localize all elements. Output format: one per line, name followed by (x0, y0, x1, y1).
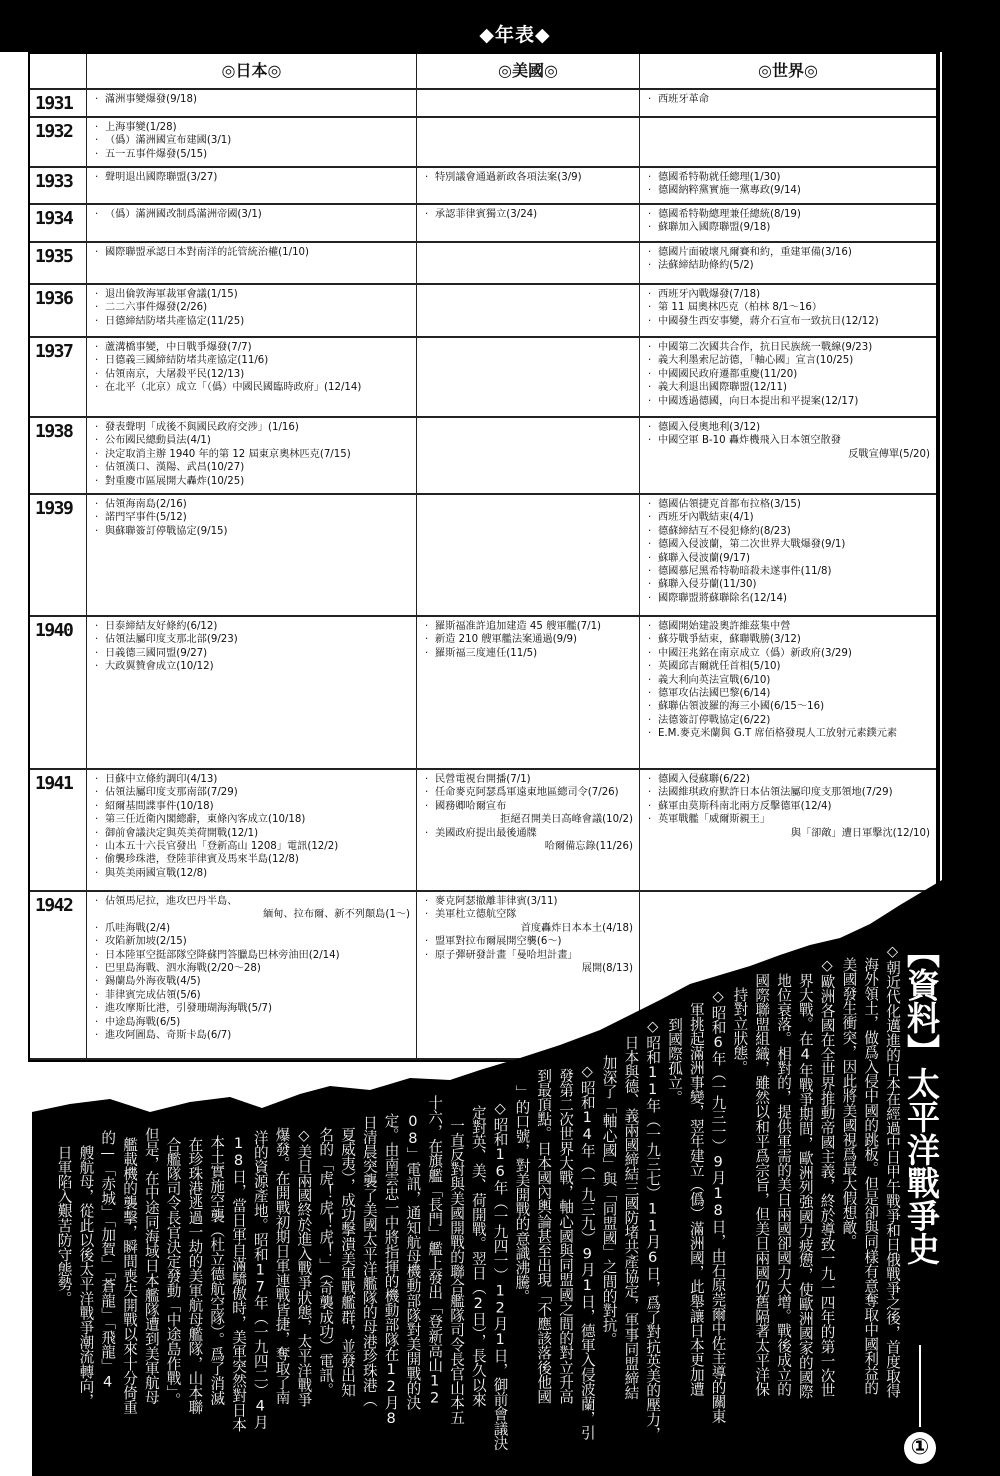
event-item: · 巴里島海戰、泗水海戰(2/20～28) (95, 962, 412, 975)
article-text-column: ◇昭和6年（一九三一）9月18日，由石原莞爾中佐主導的關東 (709, 988, 727, 1424)
event-item: · 中途島海戰(6/5) (95, 1016, 412, 1029)
event-item: · 日德締結防堵共產協定(11/25) (95, 315, 412, 328)
event-item: · 德國片面破壞凡爾賽和約，重建軍備(3/16) (648, 246, 932, 259)
event-item: · 決定取消主辦 1940 年的第 12 屆東京奧林匹克(7/15) (95, 448, 412, 461)
event-item: · 日泰締結友好條約(6/12) (95, 620, 412, 633)
year-label: 1933 (30, 168, 87, 203)
article-text-column: 艘航母，從此以後太平洋戰爭潮流轉向， (77, 1145, 95, 1408)
event-item: · 退出倫敦海軍裁軍會議(1/15) (95, 288, 412, 301)
event-item: · 德國希特勒總理兼任總統(8/19) (648, 208, 932, 221)
article-text-column: 洋的資源產地。昭和17年（一九四二）4月 (251, 1130, 269, 1430)
event-item: · 公布國民總動員法(4/1) (95, 434, 412, 447)
event-item: · 進攻摩斯比港，引發珊瑚海海戰(5/7) (95, 1002, 412, 1015)
article-text-column: ◇昭和14年（一九三九）9月1日，德軍入侵波蘭，引 (578, 1063, 596, 1440)
article-text-column: 日本與德、義兩國締結三國防堵共產協定，軍事同盟締結 (622, 1035, 640, 1400)
year-label: 1939 (30, 495, 87, 615)
event-item: · 西班牙內戰爆發(7/18) (648, 288, 932, 301)
event-item: · 日德義三國締結防堵共產協定(11/6) (95, 354, 412, 367)
event-item: · 德軍攻佔法國巴黎(6/14) (648, 687, 932, 700)
article-text-column: ◇美日兩國終於進入戰爭狀態，太平洋戰爭 (295, 1127, 313, 1407)
event-item: · 承認菲律賓獨立(3/24) (425, 208, 635, 221)
year-label: 1936 (30, 285, 87, 336)
event-item: · 諾門罕事件(5/12) (95, 511, 412, 524)
event-item: · 佔領法屬印度支那南部(7/29) (95, 786, 412, 799)
event-item: · （僞）滿洲國宣布建國(3/1) (95, 134, 412, 147)
article-text-column: 但是，在中途同海域日本艦隊遭到美軍航母 (142, 1127, 160, 1405)
article-text-column: 本土實施空襲（杜立德航空隊）。爲了消滅 (208, 1135, 226, 1406)
event-item: · E.M.麥克米蘭與 G.T 席佰格發現人工放射元素鏷元素 (648, 727, 932, 740)
event-item-continuation: 反戰宣傳單(5/20) (848, 448, 930, 460)
article-text-column: 定。由南雲忠一中將指揮的機動部隊在12月8 (382, 1113, 400, 1427)
page-title: ◆年表◆ (479, 24, 551, 46)
event-item: · 國務卿哈爾宣布 (425, 800, 635, 813)
event-item: · 任命麥克阿瑟爲軍遠東地區總司令(7/26) (425, 786, 635, 799)
event-item: · 中國透過德國，向日本提出和平提案(12/17) (648, 395, 932, 408)
event-item: · 五一五事件爆發(5/15) (95, 148, 412, 161)
year-label: 1940 (30, 617, 87, 768)
event-item: · 德國希特勒就任總理(1/30) (648, 171, 932, 184)
header-usa: ◎美國◎ (417, 54, 640, 88)
event-item: · 盟軍對拉布爾展開空襲(6～) (425, 935, 635, 948)
event-item: · 中國第二次國共合作，抗日民族統一戰線(9/23) (648, 341, 932, 354)
event-item: · 義大利墨索尼訪德，「軸心國」宣言(10/25) (648, 354, 932, 367)
article-text-column: 合艦隊司令長官決定發動「中途島作戰」。 (164, 1137, 182, 1408)
article-text-column: 日清晨突襲了美國太平洋艦隊的母港珍珠港（ (360, 1115, 378, 1407)
event-item: · 蘇軍由莫斯科南北兩方反擊德軍(12/4) (648, 800, 932, 813)
event-item: · 御前會議決定與英美荷開戰(12/1) (95, 827, 412, 840)
article-text-column: 界大戰。在4年戰爭期間，歐洲列強國力疲憊，使歐洲國家的國際 (796, 973, 814, 1399)
event-item: · 錫蘭島外海夜戰(4/5) (95, 975, 412, 988)
article-text-column: 到國際孤立。 (666, 1017, 683, 1105)
article-text-column: 定對英、美、荷開戰。翌日（2日），長久以來 (469, 1105, 487, 1407)
article-text-column: 到最頂點。日本國內輿論甚至出現「不應該落後他國 (535, 1068, 553, 1404)
event-item: · 國際聯盟承認日本對南洋的託管統治權(1/10) (95, 246, 412, 259)
event-item: · 日蘇中立條約調印(4/13) (95, 773, 412, 786)
event-item: · 山本五十六長官發出「登新高山 1208」電訊(12/2) (95, 840, 412, 853)
article-text-column: 夏威夷），成功擊潰美軍戰艦群，並發出知 (339, 1127, 356, 1398)
article-text-column: 名的「虎！虎！虎！」（奇襲成功）電訊。 (317, 1127, 335, 1398)
event-item: · 國際聯盟將蘇聯除名(12/14) (648, 592, 932, 605)
event-item: · 法德簽訂停戰協定(6/22) (648, 714, 932, 727)
event-item-continuation: 展開(8/13) (581, 963, 633, 975)
event-item: · 西班牙革命 (648, 93, 932, 106)
event-item: · 發表聲明「成後不與國民政府交涉」(1/16) (95, 421, 412, 434)
article-text-column: ◇朝近代化邁進的日本在經過中日甲午戰爭和日俄戰爭之後，首度取得 (884, 943, 901, 1398)
article-text-column: 在珍珠港逃過一劫的美軍航母艦隊，山本聯 (186, 1137, 204, 1415)
event-item: · 中國發生西安事變，蔣介石宣布一致抗日(12/12) (648, 315, 932, 328)
event-item: · 偷襲珍珠港，登陸菲律賓及馬來半島(12/8) (95, 853, 412, 866)
event-item: · 美國政府提出最後通牒 (425, 827, 635, 840)
event-item: · 佔領南京，大屠殺平民(12/13) (95, 368, 412, 381)
article-text-column: ◇昭和16年（一九四一）12月1日，御前會議決 (491, 1100, 509, 1451)
event-item: · 法蘇締結助條約(5/2) (648, 259, 932, 272)
event-item: · 大政翼贊會成立(10/12) (95, 660, 412, 673)
event-item: · 西班牙內戰結束(4/1) (648, 511, 932, 524)
event-item: · 在北平（北京）成立「（僞）中國民國臨時政府」(12/14) (95, 381, 412, 394)
article-text-column: 地位衰落。相對的，提供軍需的美日兩國卻國力大增。戰後成立的 (775, 973, 792, 1397)
event-item: · 蘇聯佔領波羅的海三小國(6/15～16) (648, 700, 932, 713)
article-title: 【資料】太平洋戰爭史 (902, 935, 941, 1265)
year-label: 1938 (30, 418, 87, 493)
event-item: · 羅斯福三度連任(11/5) (425, 647, 635, 660)
event-item: · 法國維琪政府默許日本佔領法屬印度支那領地(7/29) (648, 786, 932, 799)
event-item: · 特別議會通過新政各項法案(3/9) (425, 171, 635, 184)
event-item: · 德國開始建設奧許維茲集中營 (648, 620, 932, 633)
event-item: · 日本陸軍空挺部隊空降蘇門答臘島巴林旁油田(2/14) (95, 949, 412, 962)
event-item: · 德國納粹黨實施一黨專政(9/14) (648, 184, 932, 197)
event-item: · 德蘇締結互不侵犯條約(8/23) (648, 525, 932, 538)
event-item: · 第三任近衛內閣總辭，東條內客成立(10/18) (95, 813, 412, 826)
event-item: · 德國入侵蘇聯(6/22) (648, 773, 932, 786)
year-label: 1941 (30, 770, 87, 890)
article-text-column: 海外領土，做爲入侵中國的跳板。但是卻與同樣有意奪取中國利益的 (862, 957, 880, 1395)
article-text-column: 持對立狀態。 (731, 987, 749, 1075)
event-item: · 與英美兩國宣戰(12/8) (95, 867, 412, 880)
event-item: · 德國入侵波蘭，第二次世界大戰爆發(9/1) (648, 538, 932, 551)
header-japan: ◎日本◎ (87, 54, 417, 88)
event-item: · 二二六事件爆發(2/26) (95, 301, 412, 314)
article-text-column: ◇歐洲各國在全世界推動帝國主義，終於導致一九一四年的第一次世 (818, 957, 836, 1398)
event-item: · 德國慕尼黑希特勒暗殺未遂事件(11/8) (648, 565, 932, 578)
event-item: · 爪哇海戰(2/4) (95, 922, 412, 935)
event-item: · 蘇聯入侵芬蘭(11/30) (648, 578, 932, 591)
year-label: 1934 (30, 205, 87, 241)
event-item: · 新造 210 艘軍艦法案通過(9/9) (425, 633, 635, 646)
event-item: · 上海事變(1/28) (95, 121, 412, 134)
article-text-column: 國際聯盟組織，雖然以和平爲宗旨，但美日兩國仍舊隔著太平洋保 (753, 973, 771, 1397)
event-item: · 滿洲事變爆發(9/18) (95, 93, 412, 106)
event-item: · 對重慶市區展開大轟炸(10/25) (95, 475, 412, 488)
event-item: · 進攻阿圖島、奇斯卡島(6/7) (95, 1029, 412, 1042)
event-item: · 菲律賓完成佔領(5/6) (95, 989, 412, 1002)
year-label: 1932 (30, 118, 87, 166)
event-item: · 義大利向英法宣戰(6/10) (648, 674, 932, 687)
event-item: · 與蘇聯簽訂停戰協定(9/15) (95, 525, 412, 538)
event-item: · 民營電視台開播(7/1) (425, 773, 635, 786)
event-item: · 佔領馬尼拉，進攻巴丹半島、 (95, 895, 412, 908)
event-item: · 佔領海南島(2/16) (95, 498, 412, 511)
event-item: · 佔領法屬印度支那北部(9/23) (95, 633, 412, 646)
event-item: · 原子彈研發計畫「曼哈坦計畫」 (425, 949, 635, 962)
event-item: · 德國入侵奧地利(3/12) (648, 421, 932, 434)
year-label: 1931 (30, 90, 87, 116)
title-rule (919, 1345, 921, 1427)
article-text-column: 軍挑起滿洲事變，翌年建立（僞）滿洲國，此舉讓日本更加遭 (687, 1002, 705, 1397)
year-label: 1937 (30, 338, 87, 416)
event-item: · 蘇聯入侵波蘭(9/17) (648, 552, 932, 565)
event-item: · 中國汪兆銘在南京成立（僞）新政府(3/29) (648, 647, 932, 660)
event-item-continuation: 哈爾備忘錄(11/26) (544, 841, 633, 853)
event-item: · 攻陷新加坡(2/15) (95, 935, 412, 948)
header-world: ◎世界◎ (758, 61, 818, 80)
year-label: 1942 (30, 892, 87, 1058)
event-item: · 中國空軍 B-10 轟炸機飛入日本領空散發 (648, 434, 932, 447)
event-item: · 蘇芬戰爭結束，蘇聯戰勝(3/12) (648, 633, 932, 646)
event-item: · 美軍杜立德航空隊 (425, 908, 635, 921)
event-item: · 紹爾基間諜事件(10/18) (95, 800, 412, 813)
article-text-column: 爆發。在開戰初期日軍連戰皆捷，奪取了南 (273, 1127, 291, 1405)
event-item: · 佔領漢口、漢陽、武昌(10/27) (95, 461, 412, 474)
event-item-continuation: 緬甸、拉布爾、新不列顛島(1～) (263, 909, 410, 921)
event-item: · 蘆溝橋事變，中日戰爭爆發(7/7) (95, 341, 412, 354)
article-text-column: 」的口號，對美開戰的意識沸騰。 (513, 1085, 531, 1304)
event-item: · 英軍戰艦「威爾斯親王」 (648, 813, 932, 826)
event-item: · 第 11 屆奧林匹克（柏林 8/1～16） (648, 301, 932, 314)
article-text-column: 美國發生衝突，因此將美國視爲最大假想敵。 (840, 957, 858, 1249)
event-item: · 麥克阿瑟撤離菲律賓(3/11) (425, 895, 635, 908)
event-item-continuation: 拒絕召開美日高峰會議(10/2) (500, 814, 633, 826)
article-text-column: 18日，當日軍自滿驕傲時，美軍突然對日本 (230, 1135, 247, 1432)
event-item: · 蘇聯加入國際聯盟(9/18) (648, 221, 932, 234)
event-item: · 羅斯福准許追加建造 45 艘軍艦(7/1) (425, 620, 635, 633)
article-text-column: 發第二次世界大戰，軸心國與同盟國之間的對立升高 (557, 1068, 574, 1404)
article-text-column: 加深了「軸心國」與「同盟國」之間的對抗。 (600, 1055, 618, 1347)
event-item: · 英國邱吉爾就任首相(5/10) (648, 660, 932, 673)
event-item: · 德國佔領捷克首都布拉格(3/15) (648, 498, 932, 511)
year-label: 1935 (30, 243, 87, 283)
article-text-column: 08」電訊，通知航母機動部隊對美開戰的決 (404, 1113, 422, 1410)
event-item-continuation: 與「卻敵」遭日軍擊沈(12/10) (790, 827, 930, 839)
article-text-column: 一直反對與美國開戰的聯合艦隊司令長官山本五 (448, 1118, 465, 1425)
event-item: · 中國國民政府遷都重慶(11/20) (648, 368, 932, 381)
article-text-column: 艦載機的襲擊，瞬間喪失開戰以來十分倚重 (121, 1137, 138, 1415)
event-item-continuation: 首度轟炸日本本土(4/18) (520, 922, 633, 934)
event-item: · （僞）滿洲國改制爲滿洲帝國(3/1) (95, 208, 412, 221)
event-item: · 日義德三國同盟(9/27) (95, 647, 412, 660)
event-item: · 義大利退出國際聯盟(12/11) (648, 381, 932, 394)
article-text-column: 日軍陷入艱苦防守態勢。 (55, 1145, 73, 1306)
article-number-badge: ① (904, 1432, 936, 1464)
article-text-column: 十六，在旗艦「長門」艦上發出「登新高山12 (426, 1095, 444, 1407)
article-text-column: ◇昭和11年（一九三七）11月6日，爲了對抗英美的壓力， (644, 1018, 662, 1442)
article-text-column: 的—「赤城」「加賀」「蒼龍」「飛龍」4 (99, 1130, 117, 1391)
event-item: · 聲明退出國際聯盟(3/27) (95, 171, 412, 184)
